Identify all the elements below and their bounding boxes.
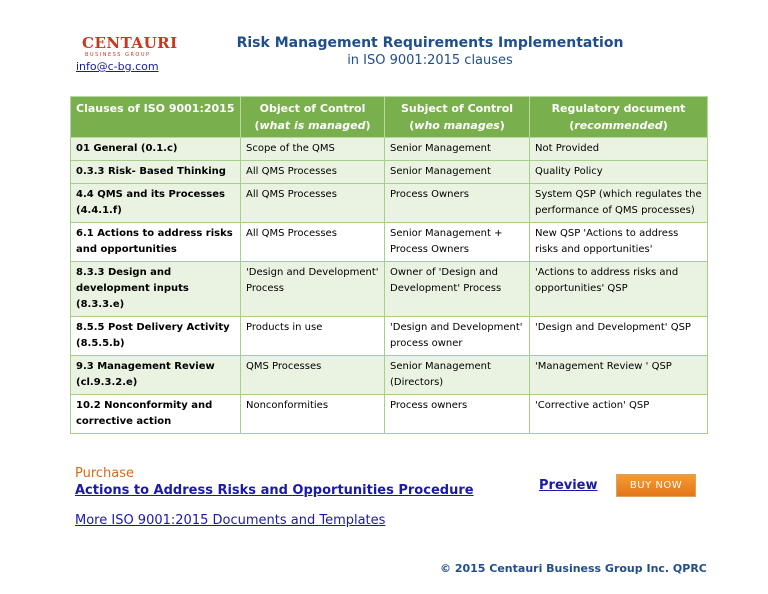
buy-now-button[interactable]: BUY NOW — [616, 474, 696, 497]
more-documents-link[interactable]: More ISO 9001:2015 Documents and Templates — [75, 513, 386, 528]
cell-subject: Process owners — [385, 395, 530, 434]
cell-object: Nonconformities — [241, 395, 385, 434]
cell-document: Quality Policy — [530, 161, 708, 184]
cell-object: Scope of the QMS — [241, 138, 385, 161]
cell-document: System QSP (which regulates the performance of QMS processes) — [530, 184, 708, 223]
centauri-logo — [82, 34, 178, 59]
cell-object: QMS Processes — [241, 356, 385, 395]
cell-subject: Senior Management — [385, 138, 530, 161]
cell-object: All QMS Processes — [241, 184, 385, 223]
cell-clause: 0.3.3 Risk- Based Thinking — [71, 161, 241, 184]
procedure-link[interactable]: Actions to Address Risks and Opportunities Procedure — [75, 483, 474, 498]
cell-subject: Process Owners — [385, 184, 530, 223]
header-sub-suffix: ) — [499, 119, 505, 132]
header-main: Clauses of ISO 9001:2015 — [76, 102, 235, 115]
header-main: Subject of Control — [400, 102, 514, 115]
table-row — [71, 356, 708, 395]
header-main: Regulatory document — [551, 102, 686, 115]
cell-object: Products in use — [241, 317, 385, 356]
header-clauses — [71, 97, 241, 138]
cell-document: Not Provided — [530, 138, 708, 161]
logo-wordmark: CENTAURI — [82, 34, 178, 52]
cell-clause: 9.3 Management Review (cl.9.3.2.e) — [71, 356, 241, 395]
risk-requirements-table — [70, 96, 708, 434]
table-row — [71, 262, 708, 317]
cell-document: 'Actions to address risks and opportunities' QSP — [530, 262, 708, 317]
cell-subject: 'Design and Development' process owner — [385, 317, 530, 356]
table-header-row — [71, 97, 708, 138]
purchase-label: Purchase — [75, 466, 135, 481]
title-line-2: in ISO 9001:2015 clauses — [347, 53, 513, 68]
email-link[interactable]: info@c-bg.com — [76, 60, 159, 73]
header-sub-prefix: ( — [254, 119, 260, 132]
header-main: Object of Control — [259, 102, 366, 115]
header-sub: who manages — [414, 119, 500, 132]
copyright-text: © 2015 Centauri Business Group Inc. QPRC — [440, 562, 707, 575]
cell-subject: Senior Management (Directors) — [385, 356, 530, 395]
cell-clause: 8.3.3 Design and development inputs (8.3.3.e) — [71, 262, 241, 317]
cell-document: 'Management Review ' QSP — [530, 356, 708, 395]
cell-clause: 8.5.5 Post Delivery Activity (8.5.5.b) — [71, 317, 241, 356]
cell-subject: Senior Management — [385, 161, 530, 184]
header-sub-prefix: ( — [569, 119, 575, 132]
cell-clause: 4.4 QMS and its Processes (4.4.1.f) — [71, 184, 241, 223]
header-subject-of-control — [385, 97, 530, 138]
cell-subject: Owner of 'Design and Development' Process — [385, 262, 530, 317]
cell-clause: 6.1 Actions to address risks and opportunities — [71, 223, 241, 262]
title-line-1: Risk Management Requirements Implementation — [236, 35, 624, 51]
header-sub-suffix: ) — [365, 119, 371, 132]
page-title — [200, 34, 660, 69]
header-sub-suffix: ) — [662, 119, 668, 132]
table-row — [71, 161, 708, 184]
cell-clause: 01 General (0.1.c) — [71, 138, 241, 161]
cell-object: 'Design and Development' Process — [241, 262, 385, 317]
cell-object: All QMS Processes — [241, 161, 385, 184]
header-regulatory-document — [530, 97, 708, 138]
cell-document: 'Design and Development' QSP — [530, 317, 708, 356]
cell-clause: 10.2 Nonconformity and corrective action — [71, 395, 241, 434]
header-sub: what is managed — [259, 119, 366, 132]
logo-tagline: BUSINESS GROUP — [85, 52, 151, 58]
header-object-of-control — [241, 97, 385, 138]
cell-subject: Senior Management + Process Owners — [385, 223, 530, 262]
header-sub-prefix: ( — [409, 119, 415, 132]
header-sub: recommended — [574, 119, 663, 132]
cell-object: All QMS Processes — [241, 223, 385, 262]
table-row — [71, 138, 708, 161]
table-row — [71, 395, 708, 434]
cell-document: New QSP 'Actions to address risks and opportunities' — [530, 223, 708, 262]
table-row — [71, 317, 708, 356]
table-row — [71, 184, 708, 223]
cell-document: 'Corrective action' QSP — [530, 395, 708, 434]
preview-link[interactable]: Preview — [539, 478, 598, 493]
table-row — [71, 223, 708, 262]
